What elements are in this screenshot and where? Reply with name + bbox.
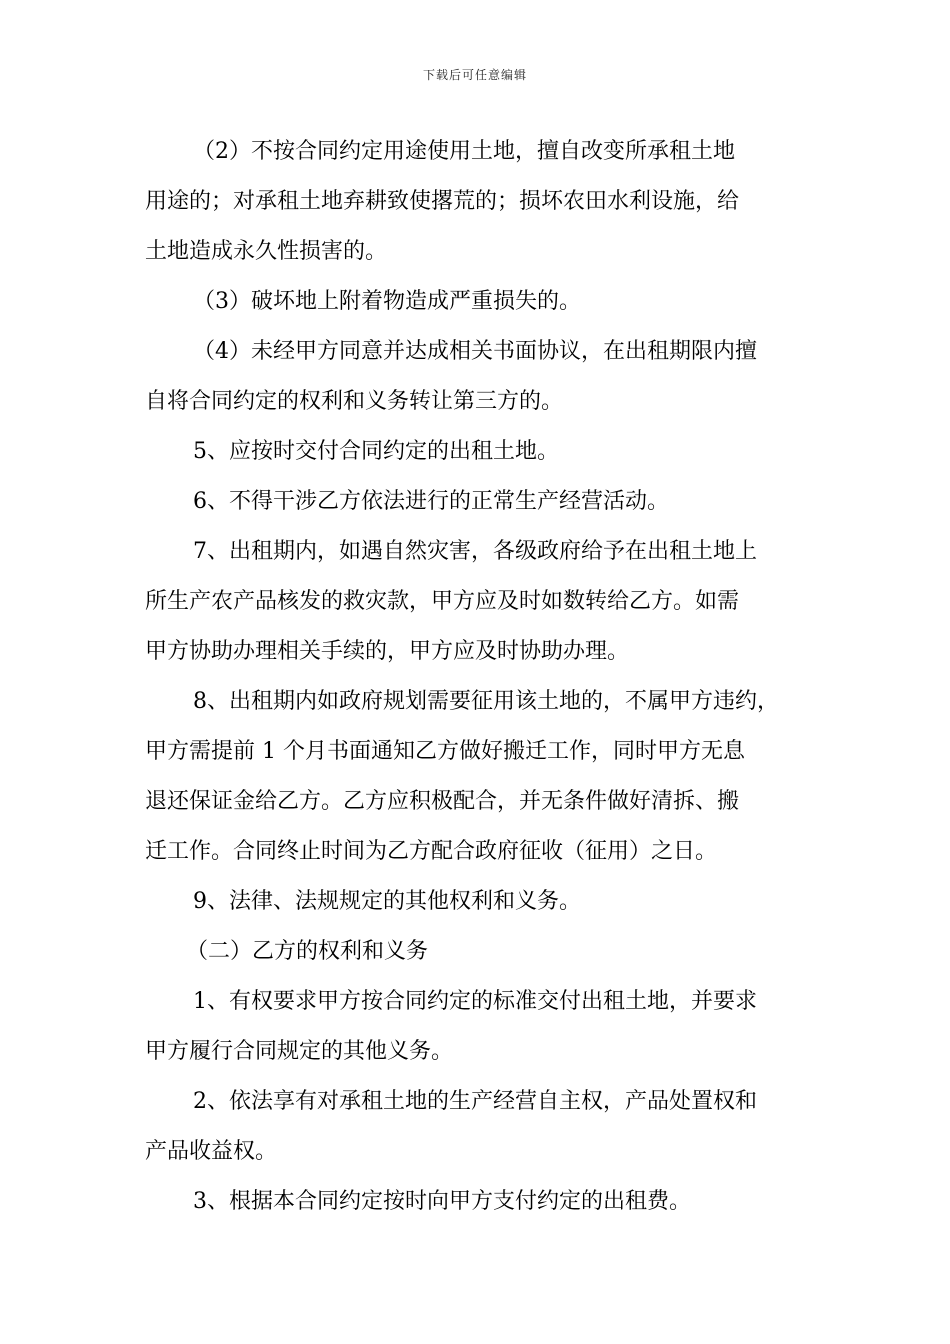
text-line: 自将合同约定的权利和义务转让第三方的。 xyxy=(145,389,564,414)
section-heading: （二）乙方的权利和义务 xyxy=(186,939,429,964)
text-line: 8、出租期内如政府规划需要征用该土地的，不属甲方违约， xyxy=(193,689,779,714)
text-line: 3、根据本合同约定按时向甲方支付约定的出租费。 xyxy=(193,1189,691,1214)
text-line: 产品收益权。 xyxy=(145,1139,278,1164)
page-header: 下载后可任意编辑 xyxy=(422,68,527,82)
text-line: 6、不得干涉乙方依法进行的正常生产经营活动。 xyxy=(193,489,669,514)
text-line: 甲方履行合同规定的其他义务。 xyxy=(145,1039,454,1064)
text-line: （2）不按合同约定用途使用土地，擅自改变所承租土地 xyxy=(193,139,735,164)
text-line: 用途的；对承租土地弃耕致使撂荒的；损坏农田水利设施，给 xyxy=(145,189,740,214)
text-line: 退还保证金给乙方。乙方应积极配合，并无条件做好清拆、搬 xyxy=(145,789,740,814)
text-line: 9、法律、法规规定的其他权利和义务。 xyxy=(193,889,581,914)
text-line: 5、应按时交付合同约定的出租土地。 xyxy=(193,439,559,464)
text-line: （4）未经甲方同意并达成相关书面协议，在出租期限内擅 xyxy=(193,339,757,364)
text-line: 土地造成永久性损害的。 xyxy=(145,239,388,264)
text-line: （3）破坏地上附着物造成严重损失的。 xyxy=(193,289,581,314)
text-line: 1、有权要求甲方按合同约定的标准交付出租土地，并要求 xyxy=(193,989,757,1014)
text-line: 2、依法享有对承租土地的生产经营自主权，产品处置权和 xyxy=(193,1089,757,1114)
text-line: 所生产农产品核发的救灾款，甲方应及时如数转给乙方。如需 xyxy=(145,589,740,614)
text-line: 甲方协助办理相关手续的，甲方应及时协助办理。 xyxy=(145,639,630,664)
text-line: 7、出租期内，如遇自然灾害，各级政府给予在出租土地上 xyxy=(193,539,757,564)
text-line: 甲方需提前 1 个月书面通知乙方做好搬迁工作，同时甲方无息 xyxy=(145,739,745,764)
text-line: 迁工作。合同终止时间为乙方配合政府征收（征用）之日。 xyxy=(145,839,718,864)
